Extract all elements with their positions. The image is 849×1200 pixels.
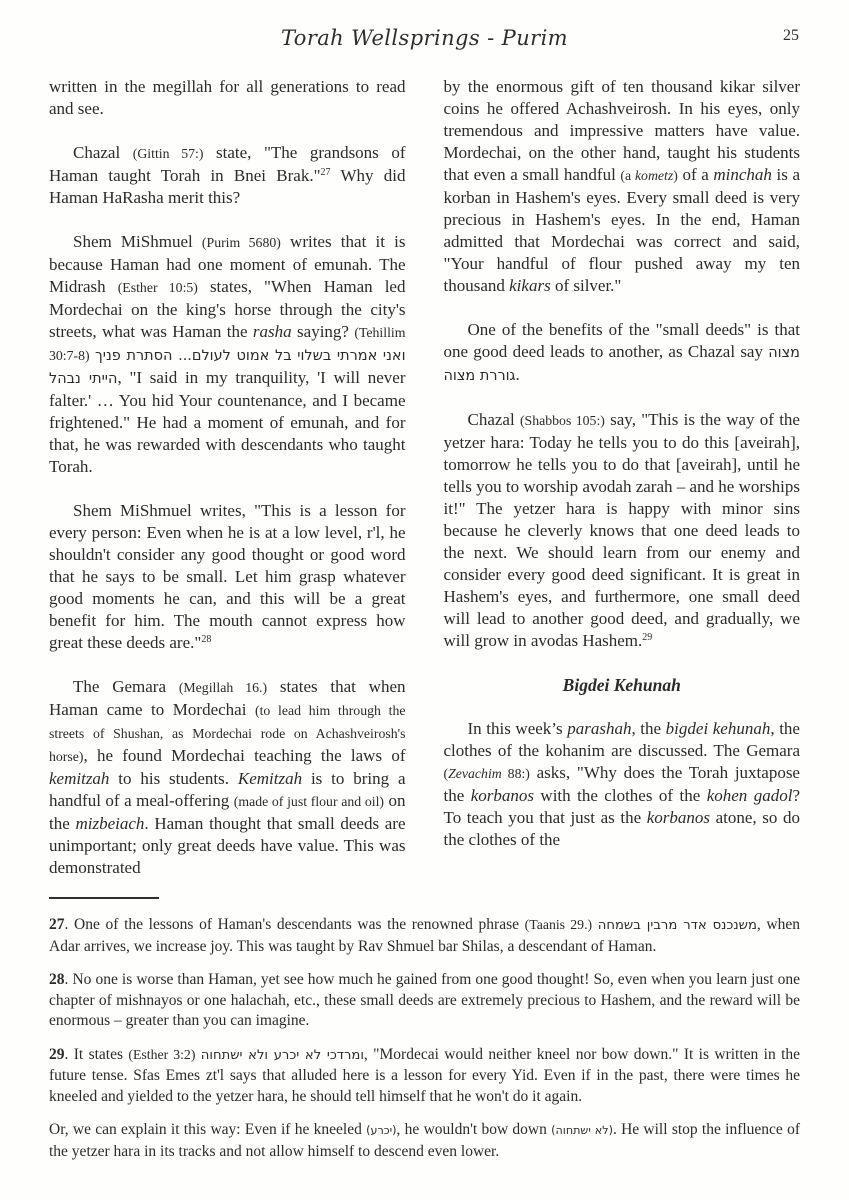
text-segment: . It states	[64, 1045, 129, 1063]
footnote-29-continued	[49, 1120, 800, 1162]
text-segment: , the clothes of the kohanim are discussed. The Gemara	[443, 719, 800, 760]
text-segment: of silver."	[550, 276, 622, 295]
text-segment: kohen gadol	[706, 786, 793, 805]
text-segment: (to lead him through the streets of Shushan, as Mordechai rode on Achashveirosh's horse)	[49, 703, 406, 764]
page-number: 25	[783, 27, 799, 44]
text-segment: (Esther 3:2)	[128, 1046, 196, 1062]
text-segment: . One of the lessons of Haman's descendants was the renowned phrase	[64, 916, 525, 933]
left-column	[49, 76, 406, 879]
text-segment: mizbeiach	[75, 814, 145, 833]
text-segment: . He will stop the influence of the yetzer hara in its tracks and not allow himself to descend even lower.	[49, 1121, 800, 1160]
text-segment: (יכרע)	[366, 1124, 397, 1137]
paragraph	[444, 76, 801, 297]
paragraph	[444, 319, 801, 387]
text-segment: states that when Haman came to Mordechai	[49, 677, 406, 719]
text-segment: by the enormous gift of ten thousand kikar silver coins he offered Achashveirosh. In his eyes, only tremendous and impressive matters have value. Mordechai, on the other hand, taught his students that even a small handful	[443, 77, 800, 184]
text-segment: Why did Haman HaRasha merit this?	[49, 166, 406, 207]
text-segment: saying?	[291, 322, 355, 341]
text-segment: korbanos	[470, 786, 534, 805]
text-segment: asks, "Why does the Torah juxtapose the	[443, 763, 800, 805]
paragraph	[49, 231, 406, 478]
text-segment: , "I said in my tranquility, 'I will never falter.' … You hid Your countenance, and I became frightened." He had a moment of emunah, and for that, he was rewarded with descendants who taught Torah.	[49, 368, 406, 476]
text-segment: 27	[49, 916, 65, 933]
text-segment: (Gittin 57:)	[132, 146, 204, 161]
text-segment: atone, so do the clothes of the	[443, 808, 800, 849]
text-segment: on the	[49, 791, 406, 833]
text-segment: Zevachim	[448, 766, 502, 781]
text-segment: Shem MiShmuel writes, "This is a lesson for every person: Even when he is at a low level, r'l, he shouldn't consider any good thought or good word that he says to be small. Let him grasp whatever good moments he can, and this will be a great benefit for him. The mouth cannot express how great these deeds are."	[49, 501, 406, 652]
text-segment: (Tehillim 30:7-8)	[49, 325, 406, 363]
text-segment: (Shabbos 105:)	[519, 413, 605, 428]
text-segment: is to bring a handful of a meal-offering	[49, 769, 406, 810]
text-segment: , the	[631, 719, 666, 738]
text-segment: ? To teach you that just as the	[443, 786, 800, 827]
text-segment: (Purim 5680)	[201, 235, 281, 250]
body-columns	[0, 76, 849, 879]
text-segment: , he wouldn't bow down	[396, 1121, 552, 1138]
text-segment: משנכנס אדר מרבין בשמחה	[597, 918, 757, 933]
paragraph	[49, 676, 406, 879]
text-segment: Kemitzah	[237, 769, 303, 788]
right-column	[444, 76, 801, 879]
text-segment: minchah	[713, 165, 772, 184]
text-segment: writes that it is because Haman had one moment of emunah. The Midrash	[49, 232, 406, 296]
text-segment: rasha	[252, 322, 292, 341]
text-segment: (לא ישתחוה)	[551, 1124, 613, 1137]
text-segment: to his students.	[109, 769, 238, 788]
text-segment: , "Mordecai would neither kneel nor bow down." It is written in the future tense. Sfas Emes zt'l says that alluded here is a lesson for every Yid. Even if in the past, there were times he kneeled and yielded to the yetzer hara, he should tell himself that he won't do it again.	[49, 1045, 801, 1105]
page-header	[0, 0, 849, 56]
footnote-29	[49, 1045, 800, 1108]
text-segment: ומרדכי לא יכרע ולא ישתחוה	[200, 1047, 364, 1063]
text-segment: kometz	[634, 168, 674, 183]
paragraph	[444, 409, 801, 652]
text-segment: In this week’s	[467, 719, 568, 738]
text-segment: of a	[677, 165, 714, 184]
text-segment: Shem MiShmuel	[73, 232, 202, 251]
paragraph	[444, 718, 801, 851]
text-segment: state, "The grandsons of Haman taught Torah in Bnei Brak."	[49, 143, 406, 185]
footnote-28	[49, 970, 800, 1032]
text-segment: 88:)	[501, 766, 530, 781]
text-segment: 29	[642, 632, 653, 643]
paragraph	[49, 76, 406, 120]
paragraph	[49, 142, 406, 209]
section-heading: Bigdei Kehunah	[562, 675, 681, 695]
text-segment: (Esther 10:5)	[117, 280, 198, 295]
text-segment: (	[443, 766, 449, 781]
text-segment: bigdei kehunah	[665, 719, 771, 738]
text-segment: מצוה גוררת מצוה	[443, 345, 800, 384]
text-segment: with the clothes of the	[534, 786, 707, 805]
text-segment: , when Adar arrives, we increase joy. This was taught by Rav Shmuel bar Shilas, a descendant of Haman.	[49, 916, 801, 955]
footnote-27	[49, 915, 800, 957]
text-segment: 28	[201, 634, 212, 645]
text-segment: kemitzah	[49, 769, 110, 788]
text-segment: korbanos	[646, 808, 711, 827]
text-segment: Or, we can explain it this way: Even if he kneeled	[49, 1121, 367, 1138]
text-segment: say, "This is the way of the yetzer hara: Today he tells you to do this [aveirah], tomorrow he tells you to do that [aveirah], until he tells you to worship avodah zarah – and he worships it!" The yetzer hara is happy with minor sins because he cleverly knows that one deed leads to the next. We should learn from our enemy and consider every good deed significant. It is great in Hashem's eyes, and furthermore, one small deed will lead to another good deed, and gradually, we will grow in avodas Hashem.	[443, 410, 800, 650]
text-segment: Chazal	[467, 410, 520, 429]
footnote-separator	[49, 897, 159, 899]
text-segment: . Haman thought that small deeds are unimportant; only great deeds have value. This was demonstrated	[49, 814, 406, 877]
text-segment: ואני אמרתי בשלוי בל אמוט לעולם... הסתרת פניך הייתי נבהל	[49, 348, 406, 387]
text-segment: kikars	[509, 276, 551, 295]
page-title: Torah Wellsprings - Purim	[281, 26, 568, 50]
text-segment: 28	[49, 971, 65, 988]
text-segment: 29	[49, 1045, 65, 1063]
text-segment: The Gemara	[73, 677, 179, 696]
paragraph	[49, 500, 406, 654]
footnotes-section	[0, 915, 849, 1162]
text-segment: )	[673, 168, 678, 183]
text-segment: parashah	[567, 719, 632, 738]
text-segment: (made of just flour and oil)	[233, 794, 385, 809]
text-segment: 27	[320, 167, 331, 178]
text-segment: written in the megillah for all generations to read and see.	[49, 77, 406, 118]
text-segment: . No one is worse than Haman, yet see how much he gained from one good thought! So, even when you learn just one chapter of mishnayos or one halachah, etc., these small deeds are extremely precious to Hashem, and the reward will be enormous – greater than you can imagine.	[49, 971, 800, 1029]
text-segment: .	[515, 365, 520, 384]
text-segment: (Megillah 16.)	[178, 680, 268, 695]
text-segment: , he found Mordechai teaching the laws of	[83, 746, 406, 765]
text-segment: states, "When Haman led Mordechai on the king's horse through the city's streets, what was Haman the	[49, 277, 406, 341]
text-segment: One of the benefits of the "small deeds" is that one good deed leads to another, as Chazal say	[443, 320, 800, 361]
text-segment: is a korban in Hashem's eyes. Every small deed is very precious in Hashem's eyes. In the end, Haman admitted that Mordechai was correct and said, "Your handful of flour pushed away my ten thousand	[443, 165, 801, 295]
text-segment: Chazal	[73, 143, 133, 162]
text-segment: (a	[620, 168, 635, 183]
text-segment: (Taanis 29.)	[524, 917, 593, 932]
